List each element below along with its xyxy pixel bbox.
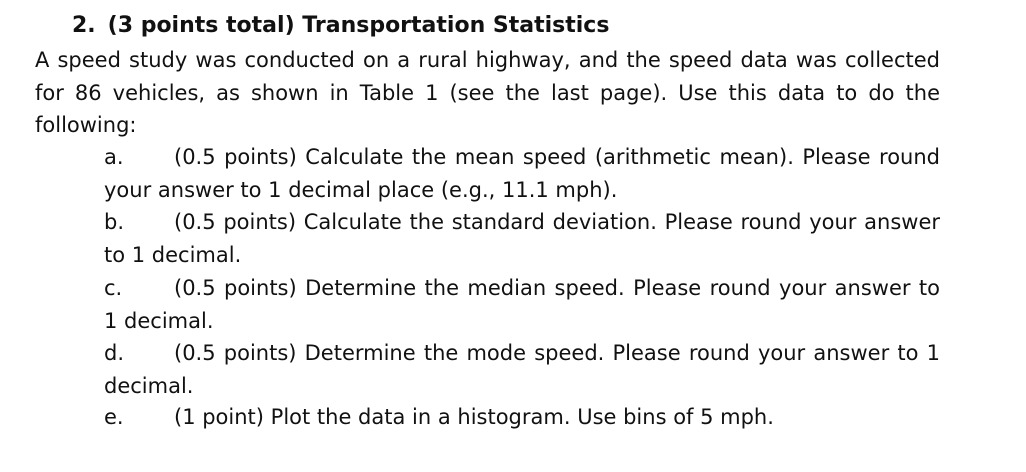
subquestion-text: (1 point) Plot the data in a histogram. Use bins of 5 mph.	[174, 405, 774, 429]
subquestion-text: (0.5 points) Determine the median speed. Please round your answer to 1 decimal.	[104, 276, 940, 333]
subquestion-letter: b.	[104, 210, 125, 234]
question-number: 2.	[72, 13, 96, 38]
subquestion-letter: e.	[104, 405, 124, 429]
subquestion-text: (0.5 points) Determine the mode speed. Please round your answer to 1 decimal.	[104, 341, 940, 398]
subquestion-b	[104, 206, 940, 271]
subquestion-c	[104, 272, 940, 337]
subquestion-letter: d.	[104, 341, 125, 365]
subquestion-a	[104, 141, 940, 206]
subquestion-text: (0.5 points) Calculate the standard deviation. Please round your answer to 1 decimal.	[104, 210, 940, 267]
subquestion-letter: a.	[104, 145, 124, 169]
subquestion-letter: c.	[104, 276, 123, 300]
subquestion-e	[104, 401, 940, 434]
question-heading	[72, 11, 972, 41]
subquestion-d	[104, 337, 940, 402]
question-title: (3 points total) Transportation Statistics	[107, 13, 610, 38]
question-intro: A speed study was conducted on a rural highway, and the speed data was collected for 86 vehicles, as shown in Table 1 (see the last page). Use this data to do the following:	[35, 48, 940, 137]
subquestion-text: (0.5 points) Calculate the mean speed (arithmetic mean). Please round your answer to 1 decimal place (e.g., 11.1 mph).	[104, 145, 940, 202]
